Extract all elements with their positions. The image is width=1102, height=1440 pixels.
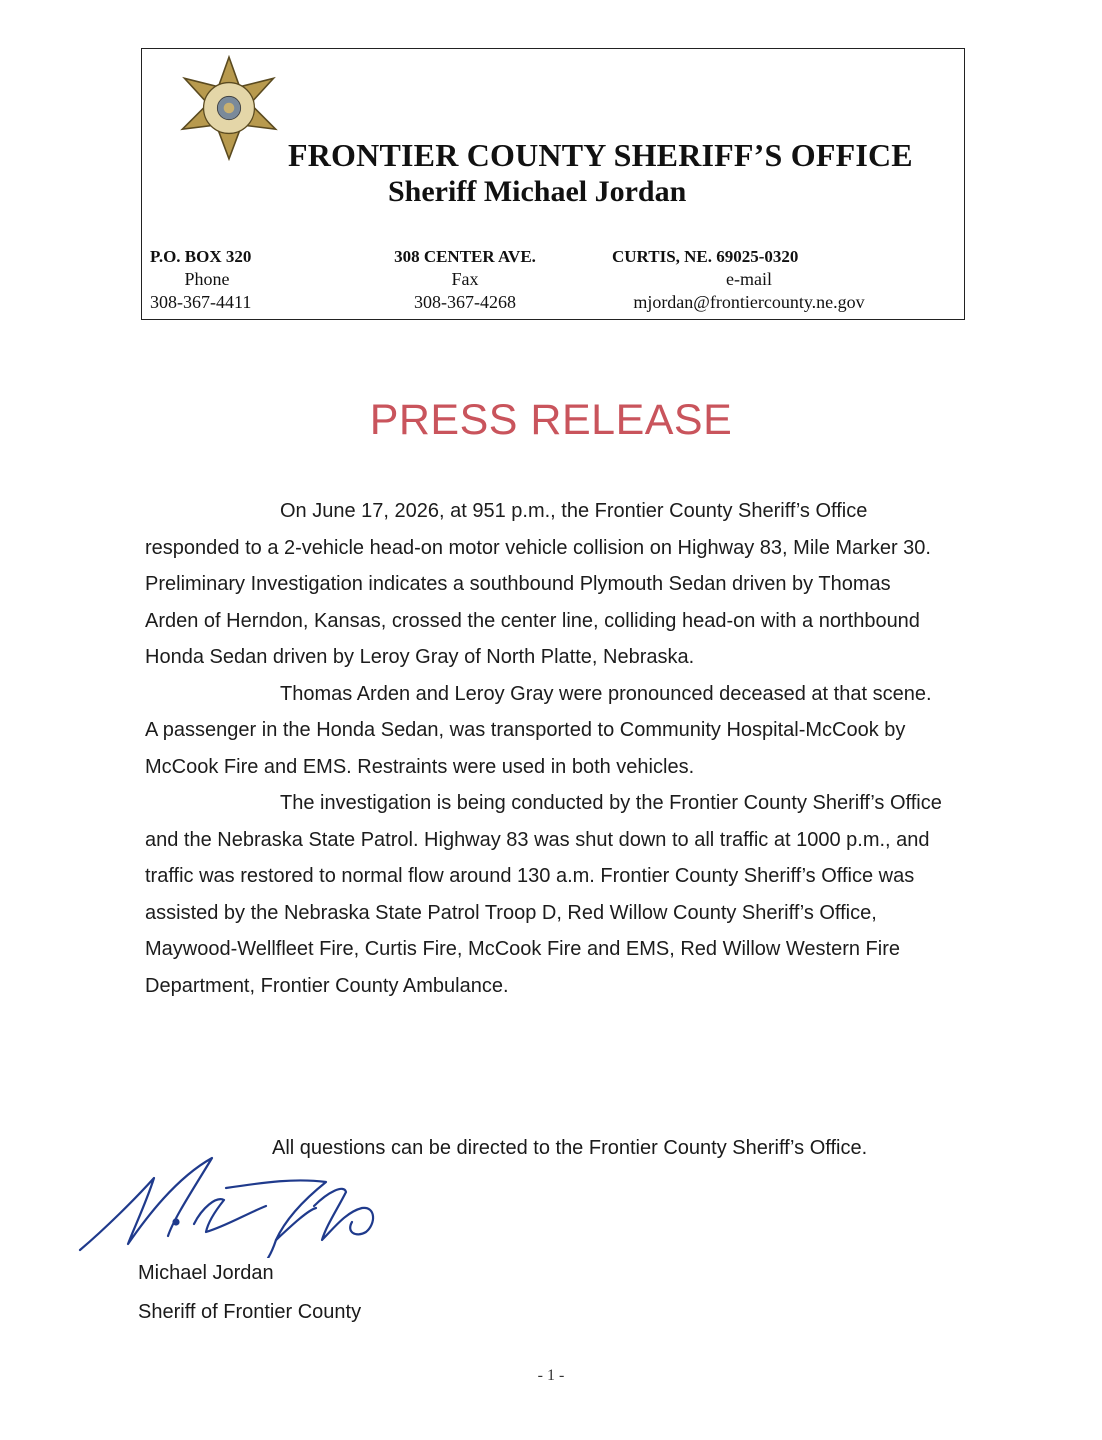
- email-label: e-mail: [726, 269, 772, 289]
- letterhead: [141, 48, 965, 320]
- contact-column-po-box: [150, 245, 280, 314]
- handwritten-signature: [76, 1148, 396, 1258]
- office-name: FRONTIER COUNTY SHERIFF’S OFFICE: [288, 137, 913, 173]
- city-address: CURTIS, NE. 69025-0320: [612, 247, 799, 266]
- paragraph-1: On June 17, 2026, at 951 p.m., the Frontier County Sheriff’s Office responded to a 2-vehicle head-on motor vehicle collision on Highway 83, Mile Marker 30. Preliminary Investigation indicates a southbound Plymouth Sedan driven by Thomas Arden of Herndon, Kansas, crossed the center line, colliding head-on with a northbound Honda Sedan driven by Leroy Gray of North Platte, Nebraska.: [145, 500, 931, 668]
- press-release-title: PRESS RELEASE: [369, 396, 733, 444]
- paragraph-3: The investigation is being conducted by the Frontier County Sheriff’s Office and the Nebraska State Patrol. Highway 83 was shut down to all traffic at 1000 p.m., and traffic was restored to normal flow around 130 a.m. Frontier County Sheriff’s Office was assisted by the Nebraska State Patrol Troop D, Red Willow County Sheriff’s Office, Maywood-Wellfleet Fire, Curtis Fire, McCook Fire and EMS, Red Willow Western Fire Department, Frontier County Ambulance.: [145, 792, 942, 997]
- contact-column-city: [604, 245, 894, 314]
- contact-column-street: [380, 245, 550, 314]
- paragraph-2: Thomas Arden and Leroy Gray were pronounced deceased at that scene. A passenger in the Honda Sedan, was transported to Community Hospital-McCook by McCook Fire and EMS. Restraints were used in both vehicles.: [145, 682, 932, 778]
- sheriff-name: Sheriff Michael Jordan: [388, 175, 687, 208]
- email-address: mjordan@frontiercounty.ne.gov: [633, 292, 865, 312]
- fax-number: 308-367-4268: [414, 292, 516, 312]
- phone-number: 308-367-4411: [150, 292, 252, 312]
- po-box: P.O. BOX 320: [150, 247, 252, 266]
- signer-title: Sheriff of Frontier County: [138, 1301, 362, 1323]
- sheriff-star-badge-icon: [176, 55, 282, 161]
- press-release-body: [145, 493, 945, 1004]
- signer-block: [138, 1254, 361, 1332]
- street-address: 308 CENTER AVE.: [394, 247, 536, 266]
- signer-name: Michael Jordan: [138, 1262, 274, 1284]
- fax-label: Fax: [451, 269, 479, 289]
- closing-line: All questions can be directed to the Frontier County Sheriff’s Office.: [272, 1137, 868, 1159]
- phone-label: Phone: [184, 269, 230, 289]
- page-number: - 1 -: [537, 1367, 565, 1384]
